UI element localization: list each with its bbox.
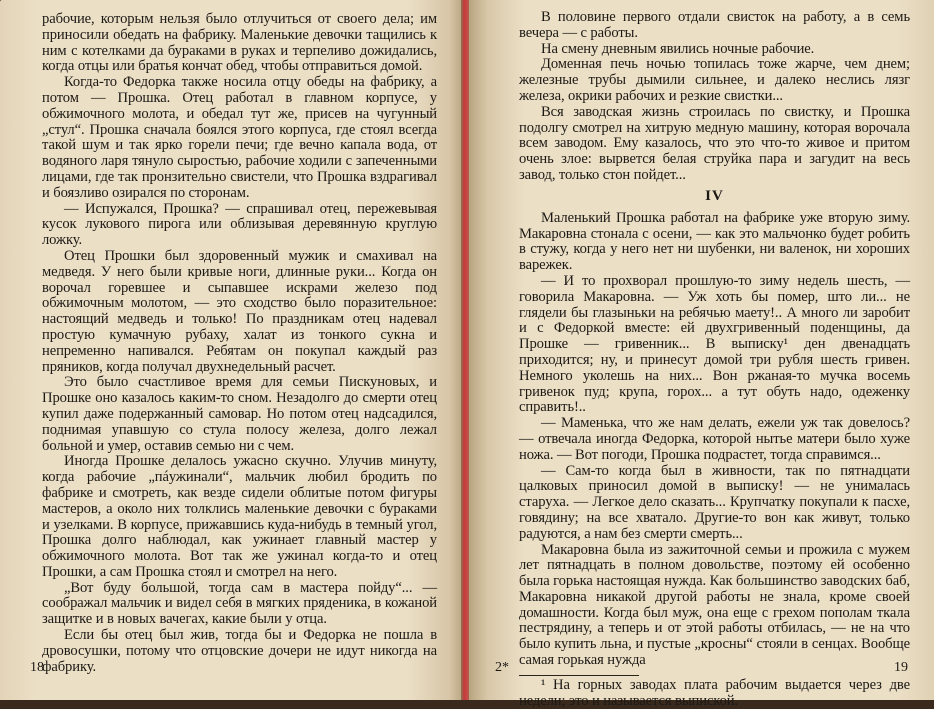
paragraph: На смену дневным явились ночные рабочие. (541, 40, 815, 57)
paragraph: — И то прохворал прошлую-то зиму недель шесть, — говорила Макаровна. — Уж хоть бы помер, што ли... не глядели бы глазыньки на ребячью маету!.. А много ли заробит и с Федоркой вместе: ей двухгривенный поденщины, да Прошке — гривенник... В выписку¹ ден двенадцать приходится; ну, и принесут домой три рубля шесть гривен. Немного уколешь на них... Вон ржаная-то мучка восемь гривенок пуд; крупа, горох... а тут обуть надо, одеженку справить!.. (519, 272, 910, 416)
right-page-text (519, 10, 910, 709)
right-page (469, 0, 934, 709)
paragraph: Отец Прошки был здоровенный мужик и смахивал на медведя. У него были кривые ноги, длинные руки... Когда он ворочал горевшее и сыпавшее искрами железо под обжимочным молотом, — это сходство было поразительное: настоящий медведь и только! По праздникам отец надевал простую кумачную рубаху, халат из тонкого сукна и непременно напивался. Ребятам он покупал каждый раз пряников, когда получал двухнедельный расчет. (42, 247, 437, 375)
paragraph: „Вот буду большой, тогда сам в мастера пойду“... — соображал мальчик и видел себя в мягких пряденика, в кожаной защитке и в новых вачегах, какие были у отца. (42, 579, 437, 628)
page-number-right: 19 (894, 660, 908, 675)
paragraph: рабочие, которым нельзя было отлучиться от своего дела; им приносили обедать на фабрику. Маленькие девочки тащились к ним с котелками да бураками в руках и терпеливо дожидались, когда отцы или братья кончат обед, чтобы отправиться домой. (42, 11, 437, 75)
paragraph: Доменная печь ночью топилась тоже жарче, чем днем; железные трубы дымили сильнее, и далеко неслись лязг железа, окрики рабочих и резкие свистки... (519, 56, 910, 104)
paragraph: В половине первого отдали свисток на работу, а в семь вечера — с работы. (519, 9, 910, 41)
footnote: ¹ На горных заводах плата рабочим выдается через две недели; это и называется выпиской. (519, 676, 910, 709)
paragraph: Когда-то Федорка также носила отцу обеды на фабрику, а потом — Прошка. Отец работал в главном корпусе, у обжимочного молота, и обедал тут же, присев на чугунный „стул“. Прошка сначала боялся этого корпуса, где стоял всегда такой шум и так ярко горели печи; где вечно капала вода, от водяного ларя тянуло сыростью, рабочие ходили с запеченными лицами, где так пронзительно свистели, что Прошка вздрагивал и боязливо озирался по сторонам. (42, 74, 437, 201)
footnote-divider (519, 675, 639, 676)
paragraph: — Сам-то когда был в живности, так по пятнадцати цалковых приносил домой в выписку! — не унималась старуха. — Легкое дело сказать... Крупчатку покупали к пасхе, говядину; на все хватало. Другие-то вон как живут, только радуются, а нам без смерти смерть... (519, 462, 910, 542)
paragraph: — Маменька, что же нам делать, ежели уж так довелось? — отвечала иногда Федорка, которой нытье матери было хуже ножа. — Вот погоди, Прошка подрастет, тогда справимся... (519, 415, 910, 463)
chapter-heading: IV (705, 187, 724, 204)
paragraph: Если бы отец был жив, тогда бы и Федорка не пошла в дровосушки, потому что отцовские дочери не идут никогда на фабрику. (42, 627, 437, 675)
page-number-left: 18 (30, 660, 44, 675)
left-page (0, 0, 463, 700)
paragraph: Вся заводская жизнь строилась по свистку, и Прошка подолгу смотрел на хитрую медную машину, которая ворочала всем заводом. Ему казалось, что это что-то живое и притом очень злое: вырвется белая струйка пара и загудит на весь завод, только стон пойдет... (519, 103, 910, 183)
paragraph: — Испужался, Прошка? — спрашивал отец, пережевывая кусок лукового пирога или облизывая деревянную круглую ложку. (42, 200, 437, 249)
signature-mark: 2* (495, 660, 509, 675)
paragraph: Иногда Прошке делалось ужасно скучно. Улучив минуту, когда рабочие „пáужинали“, мальчик любил бродить по фабрике и смотреть, как везде сидели облитые потом фигуры мастеров, а около них толклись маленькие девочки с бураками и узелками. В корпусе, прижавшись куда-нибудь в темный угол, Прошка долго наблюдал, как ужинает главный мастер у обжимочного молота. Вот так же ужинал когда-то и отец Прошки, а сам Прошка стоял и смотрел на него. (42, 453, 437, 580)
paragraph: Это было счастливое время для семьи Пискуновых, и Прошке оно казалось каким-то сном. Незадолго до смерти отец купил даже подержанный самовар. Но потом отец надсадился, поднимая упавшую со стула полосу железа, долго лежал больной и умер, оставив семью ни с чем. (42, 374, 437, 454)
paragraph: Макаровна была из зажиточной семьи и прожила с мужем лет пятнадцать в полном довольстве, поэтому ей особенно была горька настоящая нужда. Как большинство заводских баб, Макаровна никакой другой работы не знала, кроме своей домашности. Когда был муж, она еще с грехом пополам ткала пестрядину, а теперь и от этой работы отбилась, — не на что было купить льна, и пустые „кросны“ стояли в сенцах. Вообще самая горькая нужда (519, 541, 910, 669)
paragraph: Маленький Прошка работал на фабрике уже вторую зиму. Макаровна стонала с осени, — как это мальчонко будет робить в стужу, когда у него нет ни шубенки, ни валенок, ни хороших варежек. (519, 209, 910, 274)
left-page-text (42, 12, 437, 675)
